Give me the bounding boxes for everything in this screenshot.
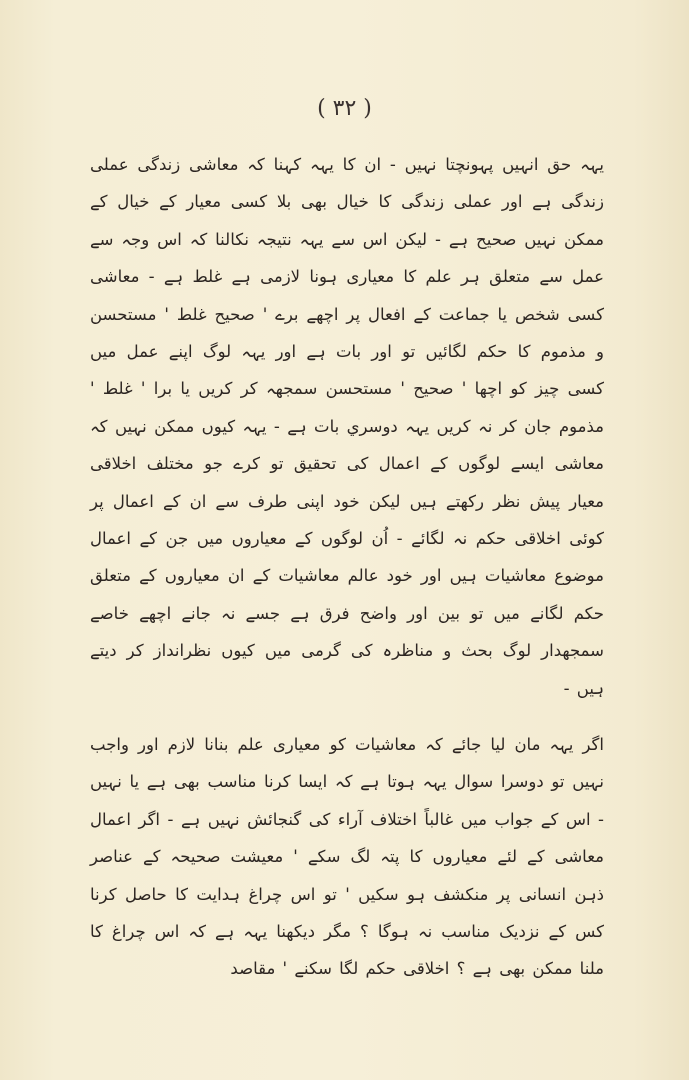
- paragraph-2: اگر یہہ مان لیا جائے کہ معاشیات کو معیاری علم بنانا لازم اور واجب نہیں تو دوسرا سوال یہہ ہوتا ہے کہ ایسا کرنا مناسب بھی ہے یا نہیں - اس کے جواب میں غالباً اختلاف آراء کی گنجائش نہیں ہے - اگر اعمال معاشی کے لئے معیاروں کا پتہ لگ سکے ' معیشت صحیحہ کے عناصر ذہن انسانی پر منکشف ہو سکیں ' تو اس چراغ ہدایت کا حاصل کرنا کس کے نزدیک مناسب نہ ہوگا ؟ مگر دیکھنا یہہ ہے کہ اس چراغ کا ملنا ممکن بھی ہے ؟ اخلاقی حکم لگا سکنے ' مقاصد: [90, 735, 604, 979]
- page-number: ( ۳۲ ): [317, 96, 372, 121]
- paragraph-1: یہہ حق انہیں پہونچتا نہیں - ان کا یہہ کہنا کہ معاشی زندگی عملی زندگی ہے اور عملی زندگی کا خیال بھی بلا کسی معیار کے خیال کے ممکن نہیں صحیح ہے - لیکن اس سے یہہ نتیجہ نکالنا کہ اس وجہ سے عمل سے متعلق ہر علم کا معیاری ہونا لازمی ہے غلط ہے - معاشی کسی شخص یا جماعت کے افعال پر اچھے برے ' صحیح غلط ' مستحسن و مذموم کا حکم لگائیں تو اور بات ہے اور یہہ لوگ اپنے عمل میں کسی چیز کو اچھا ' صحیح ' مستحسن سمجھہ کر کریں یا برا ' غلط ' مذموم جان کر نہ کریں یہہ دوسري بات ہے - یہہ کیوں ممکن نہیں کہ معاشی ایسے لوگوں کے اعمال کی تحقیق تو کرے جو مختلف اخلاقی معیار پیش نظر رکھتے ہیں لیکن خود اپنی طرف سے ان کے اعمال پر کوئی اخلاقی حکم نہ لگائے - اُن لوگوں کے معیاروں میں جن کے اعمال موضوع معاشیات ہیں اور خود عالم معاشیات کے ان معیاروں کے متعلق حکم لگانے میں تو بین اور واضح فرق ہے جسے نہ جانے اچھے خاصے سمجھدار لوگ بحث و مناظرہ کی گرمی میں کیوں نظرانداز کر دیتے ہیں -: [90, 155, 604, 698]
